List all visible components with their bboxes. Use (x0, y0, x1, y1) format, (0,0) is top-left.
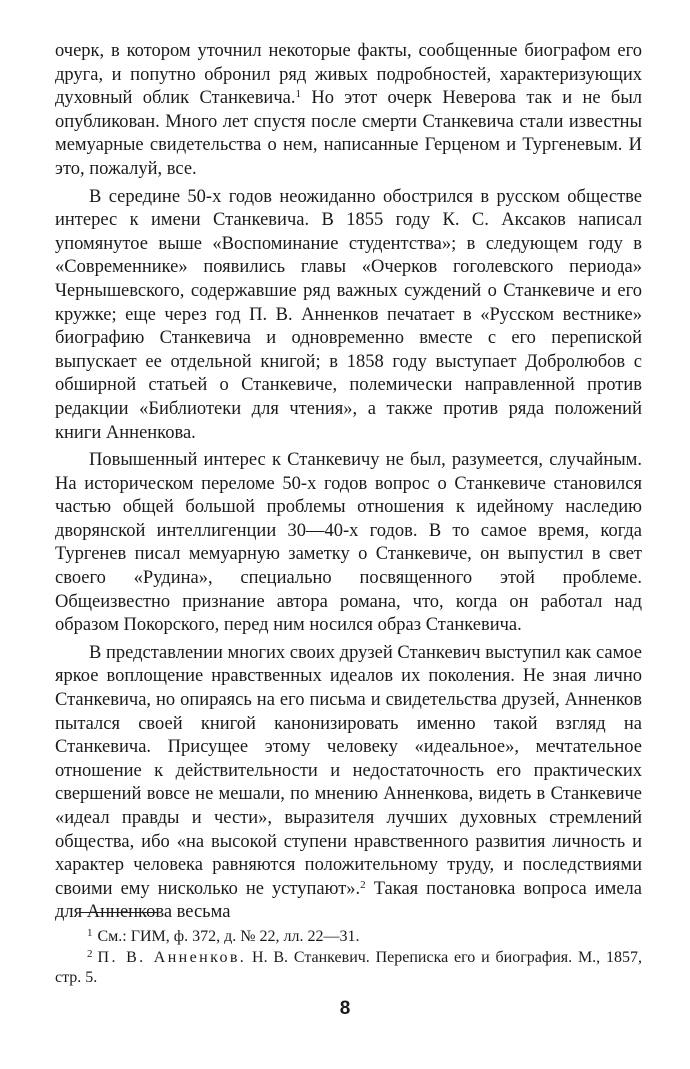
page-number: 8 (339, 998, 351, 1019)
footnote-1 (55, 927, 642, 948)
footnote-2-mark: 2 (87, 947, 93, 960)
main-text (55, 40, 642, 925)
footnote-2-author: П. В. Анненков. (97, 948, 247, 966)
paragraph-4 (55, 642, 642, 925)
footnote-ref-1[interactable]: 1 (295, 88, 301, 101)
paragraph-2: В середине 50-х годов неожиданно обострился в русском обществе интерес к имени Станкевича. В 1855 году К. С. Аксаков написал упомянутое выше «Воспоминание студентства»; в следующем году в «Современнике» появились главы «Очерков гоголевского периода» Чернышевского, содержавшие ряд важных суждений о Станкевиче и его кружке; еще через год П. В. Анненков печатает в «Русском вестнике» биографию Станкевича и одновременно вместе с его перепиской выпускает ее отдельной книгой; в 1858 году выступает Добролюбов с обширной статьей о Станкевиче, полемически направленной против редакции «Библиотеки для чтения», а также против ряда положений книги Анненкова. (55, 186, 642, 443)
paragraph-1-text-a: очерк, в котором уточнил некоторые факты, сообщенные биографом его друга, и попутно обронил ряд живых подробностей, характеризующих духовный облик Станкевича. (55, 41, 642, 109)
paragraph-3: Повышенный интерес к Станкевичу не был, разумеется, случайным. На историческом переломе 50-х годов вопрос о Станкевиче становился частью общей большой проблемы отношения к идейному наследию дворянской интеллигенции 30—40-х годов. В то самое время, когда Тургенев писал мемуарную заметку о Станкевиче, он выпустил в свет своего «Рудина», специально посвященного этой проблеме. Общеизвестно признание автора романа, что, когда он работал над образом Покорского, перед ним носился образ Станкевича. (55, 450, 642, 636)
paragraph-4-text-a: В представлении многих своих друзей Станкевич выступил как самое яркое воплощение нравственных идеалов их поколения. Не зная лично Станкевича, но опираясь на его письма и свидетельства друзей, Анненков пытался своей книгой канонизировать именно такой взгляд на Станкевича. Присущее этому человеку «идеальное», мечтательное отношение к действительности и недостаточность его практических свершений вовсе не мешали, по мнению Анненкова, видеть в Станкевиче «идеал правды и чести», выразителя лучших духовных стремлений общества, ибо «на высокой ступени нравственного развития личность и характер человека равняются положительному труду, и последствиями своими ему нисколько не уступают». (55, 642, 642, 899)
footnote-1-mark: 1 (87, 927, 93, 939)
paragraph-4-text-b: Такая постановка вопроса имела для Анненкова весьма (55, 878, 642, 923)
footnotes (55, 927, 642, 989)
paragraph-1-text-b: Но этот очерк Неверова так и не был опубликован. Много лет спустя после смерти Станкевича стали известны мемуарные свидетельства о нем, написанные Герценом и Тургеневым. И это, пожалуй, все. (55, 88, 642, 179)
footnote-1-text: См.: ГИМ, ф. 372, д. № 22, лл. 22—31. (97, 928, 360, 945)
footnote-2 (55, 948, 642, 989)
footnote-divider (80, 912, 157, 913)
footnote-ref-2[interactable]: 2 (360, 878, 366, 891)
paragraph-1 (55, 40, 642, 182)
footnote-2-text: Н. В. Станкевич. Переписка его и биография. М., 1857, стр. 5. (55, 948, 642, 986)
